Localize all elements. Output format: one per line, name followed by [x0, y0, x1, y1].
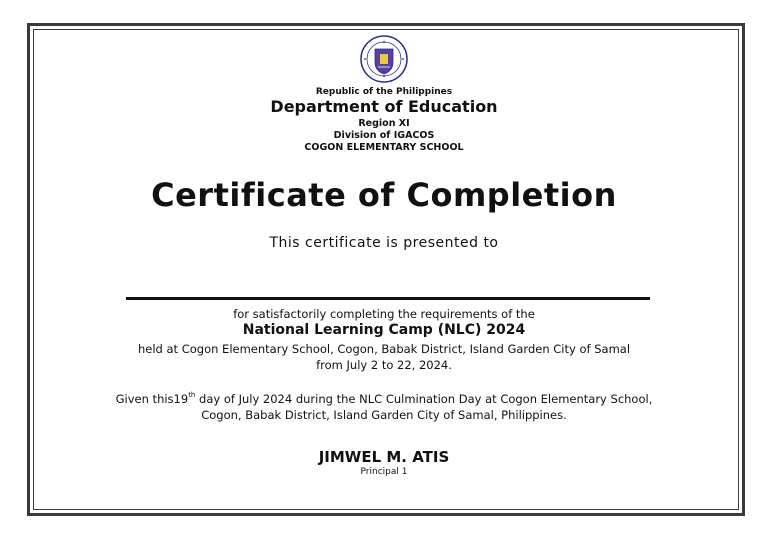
- signatory-name: JIMWEL M. ATIS: [318, 448, 450, 466]
- program-name: National Learning Camp (NLC) 2024: [242, 322, 526, 338]
- given-rest: day of July 2024 during the NLC Culmination Day at Cogon Elementary School,: [195, 392, 653, 406]
- division-text: Division of IGACOS: [333, 130, 435, 141]
- deped-seal-icon: [354, 34, 414, 84]
- given-ordinal: th: [188, 391, 196, 399]
- presented-to-text: This certificate is presented to: [269, 235, 499, 251]
- given-text-line1: [0, 392, 768, 406]
- given-text-line2: Cogon, Babak District, Island Garden City of Samal, Philippines.: [201, 408, 567, 422]
- requirement-text: for satisfactorily completing the requirements of the: [233, 307, 535, 321]
- certificate-title: Certificate of Completion: [151, 176, 617, 214]
- signatory-position: Principal 1: [360, 467, 408, 477]
- dates-text: from July 2 to 22, 2024.: [316, 358, 452, 372]
- given-prefix: Given this19: [115, 392, 189, 406]
- school-name: COGON ELEMENTARY SCHOOL: [304, 142, 464, 153]
- recipient-name-line: [126, 297, 650, 300]
- department-text: Department of Education: [270, 97, 498, 116]
- republic-text: Republic of the Philippines: [315, 87, 453, 97]
- region-text: Region XI: [358, 118, 410, 129]
- venue-text: held at Cogon Elementary School, Cogon, Babak District, Island Garden City of Samal: [137, 342, 631, 356]
